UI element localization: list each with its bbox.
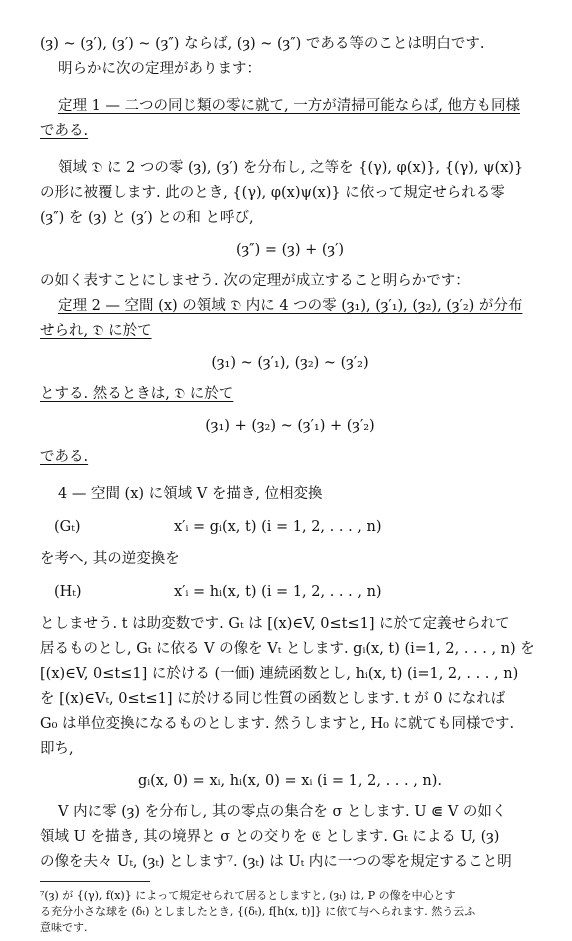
text-line: G₀ は単位変換になるものとします. 然うしますと, H₀ に就ても同様です. — [40, 716, 515, 732]
text-line: V 内に零 (ȝ) を分布し, 其の零点の集合を σ とします. U ⋐ V の如く — [58, 804, 507, 820]
equation: (ȝ″) = (ȝ) + (ȝ′) — [235, 242, 345, 258]
text-line: の如く表すことにしませう. 次の定理が成立すること明らかです： — [40, 273, 470, 289]
theorem-1-line: である. — [40, 123, 89, 139]
footnote-line: 意味です. — [40, 921, 88, 934]
text-line: としませう. t は助変数です. Gₜ は [(x)∈V, 0≤t≤1] に於て定義せられて — [40, 616, 510, 632]
equation-ht — [40, 572, 540, 612]
equation-formula: x′ᵢ = hᵢ(x, t) (i = 1, 2, . . . , n) — [174, 584, 382, 600]
equation-gt — [40, 507, 540, 547]
equation: (ȝ₁) + (ȝ₂) ~ (ȝ′₁) + (ȝ′₂) — [205, 418, 375, 434]
page — [40, 32, 540, 936]
text-line: (ȝ″) を (ȝ) と (ȝ′) との和 と呼び, — [40, 210, 254, 226]
equation-tag: (Hₜ) — [54, 584, 82, 600]
text-line: 領域 𝔇 に 2 つの零 (ȝ), (ȝ′) を分布し, 之等を {(γ), φ(x)}, {(γ), ψ(x)} — [58, 160, 524, 176]
theorem-2-line: 定理 2 — 空間 (x) の領域 𝔇 内に 4 つの零 (ȝ₁), (ȝ′₁), (ȝ₂), (ȝ′₂) が分布 — [58, 298, 523, 314]
text-line: 領域 U を描き, 其の境界と σ との交りを 𝔈 とします. Gₜ による U, (ȝ) — [40, 829, 500, 845]
theorem-2-line: せられ, 𝔇 に於て — [40, 323, 152, 339]
equation: gᵢ(x, 0) = xᵢ, hᵢ(x, 0) = xᵢ (i = 1, 2, . . . , n). — [137, 773, 443, 789]
text-line: (ȝ) ~ (ȝ′), (ȝ′) ~ (ȝ″) ならば, (ȝ) ~ (ȝ″) である等のことは明白です. — [40, 36, 485, 52]
text-line: を [(x)∈Vₜ, 0≤t≤1] に於ける同じ性質の函数とします. t が 0 になれば — [40, 691, 506, 707]
text-line: 居るものとし, Gₜ に依る V の像を Vₜ とします. gᵢ(x, t) (i=1, 2, . . . , n) を — [40, 641, 535, 657]
footnote-line: ⁷(ȝ) が {(γ), f(x)} によって規定せられて居るとしますと, (ȝₜ) は, P の像を中心とす — [40, 889, 456, 902]
theorem-1-line: 定理 1 — 二つの同じ類の零に就て, 一方が清掃可能ならば, 他方も同様 — [58, 98, 520, 114]
theorem-2-line: である. — [40, 449, 89, 465]
text-line: の像を夫々 Uₜ, (ȝₜ) とします⁷. (ȝₜ) は Uₜ 内に一つの零を規定すること明 — [40, 854, 512, 870]
section-4-heading: 4 — 空間 (x) に領域 V を描き, 位相変換 — [58, 486, 323, 502]
text-line: を考へ, 其の逆変換を — [40, 551, 180, 567]
text-line: 明らかに次の定理があります： — [58, 61, 261, 77]
text-line: 即ち, — [40, 741, 74, 757]
text-line: の形に被覆します. 此のとき, {(γ), φ(x)ψ(x)} に依って規定せられる零 — [40, 185, 505, 201]
theorem-2-line: とする. 然るときは, 𝔇 に於て — [40, 386, 234, 402]
text-line: [(x)∈V, 0≤t≤1] に於ける (一価) 連続函数とし, hᵢ(x, t) (i=1, 2, . . . , n) — [40, 666, 519, 682]
equation-tag: (Gₜ) — [54, 519, 81, 535]
footnote-line: る充分小さな球を (δₜ) としましたとき, {(δₜ), f[h(x, t)]} に依て与へられます. 然う云ふ — [40, 905, 476, 918]
equation: (ȝ₁) ~ (ȝ′₁), (ȝ₂) ~ (ȝ′₂) — [211, 355, 369, 371]
equation-formula: x′ᵢ = gᵢ(x, t) (i = 1, 2, . . . , n) — [174, 519, 382, 535]
